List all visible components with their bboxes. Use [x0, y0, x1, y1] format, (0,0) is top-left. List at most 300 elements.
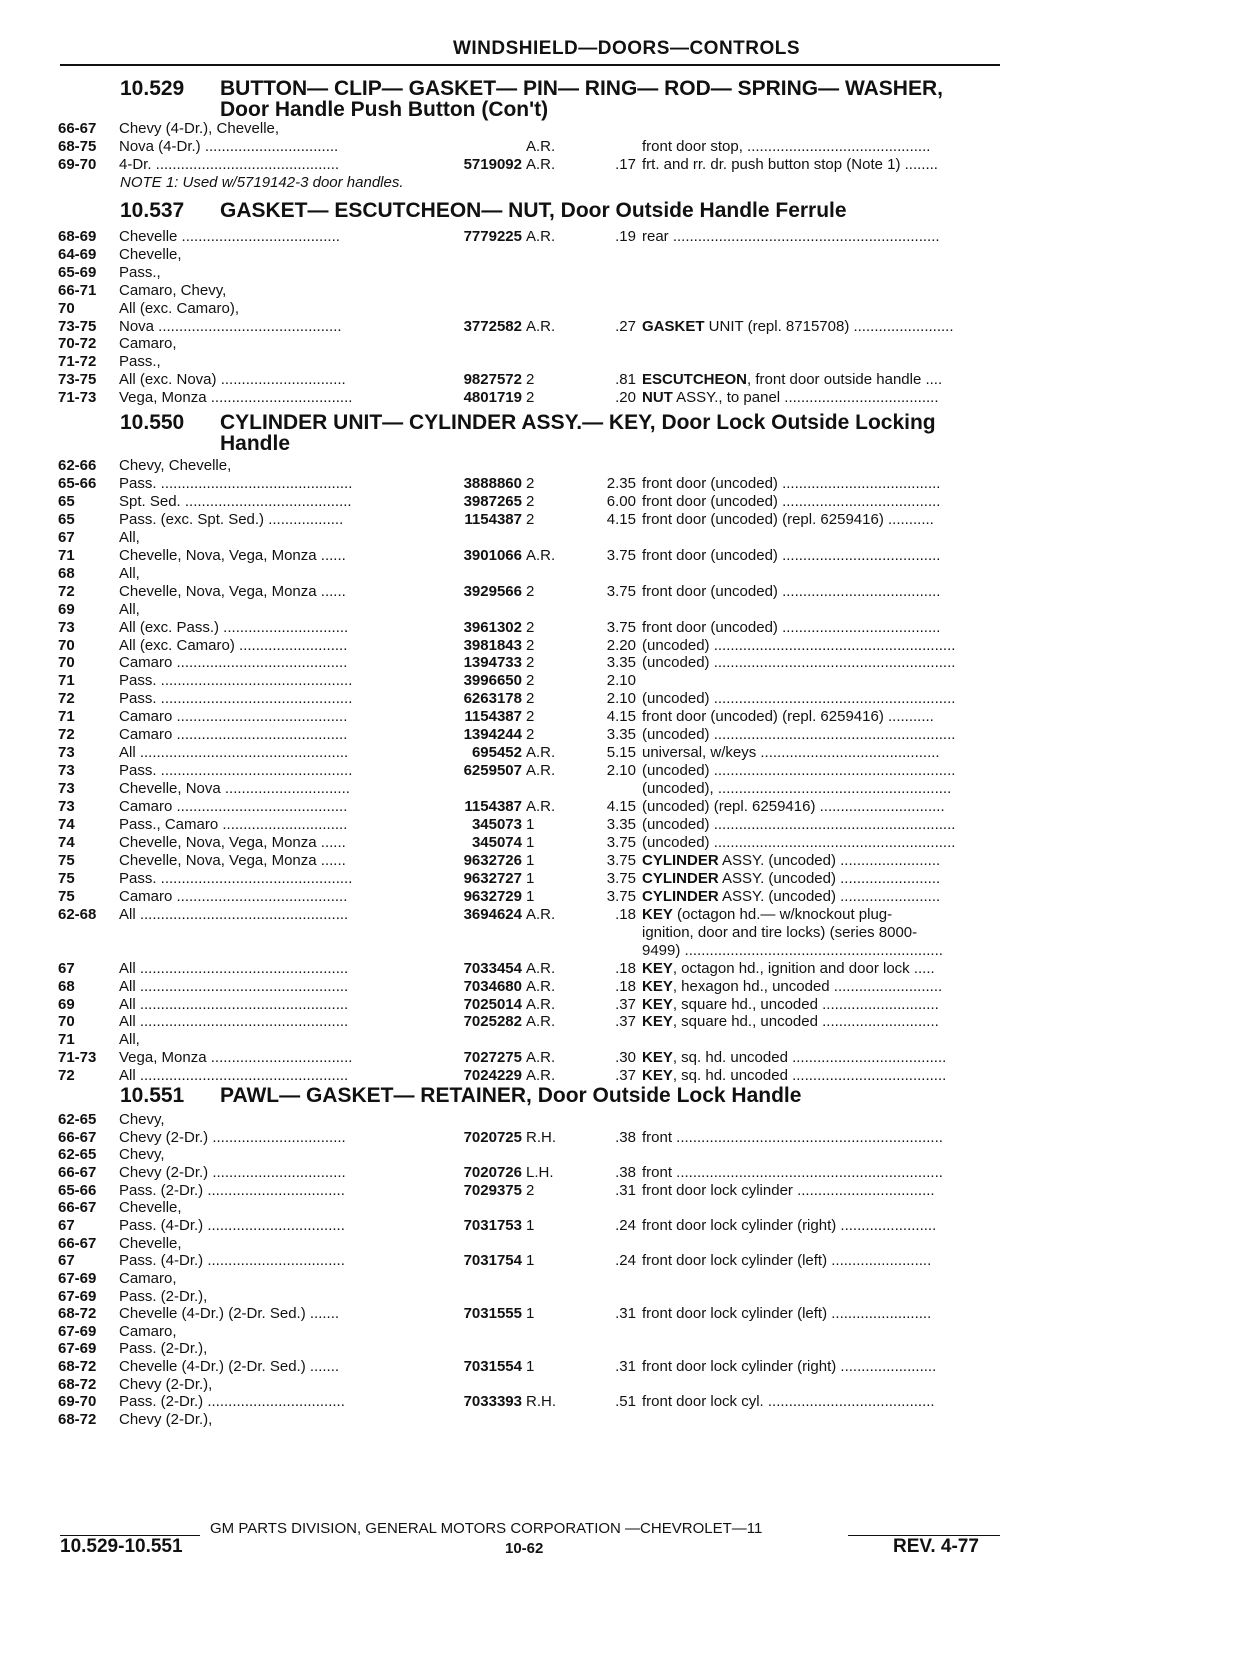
table-row: [58, 619, 1008, 637]
item-description: NUT ASSY., to panel .....................................: [642, 389, 939, 407]
item-description: front door (uncoded) (repl. 6259416) ...........: [642, 510, 934, 528]
model-description: Nova ............................................: [119, 317, 342, 335]
table-row: [58, 1376, 1008, 1394]
model-description: Chevy (2-Dr.),: [119, 1375, 213, 1393]
price: .18: [615, 959, 636, 977]
quantity: 1: [526, 816, 535, 833]
year: 70: [58, 1013, 75, 1031]
year: 66-67: [58, 1199, 97, 1217]
item-description: front door lock cylinder (left) ........................: [642, 1305, 932, 1323]
year: 70: [58, 299, 75, 317]
table-row: [58, 335, 1008, 353]
price: .27: [615, 317, 636, 335]
model-description: Chevelle, Nova ..............................: [119, 780, 350, 798]
model-description: Pass. ..............................................: [119, 672, 353, 690]
price: 4.15: [606, 708, 636, 726]
year: 75: [58, 887, 75, 905]
part-number: 7024229: [463, 1067, 522, 1085]
year: 67-69: [58, 1269, 97, 1287]
model-description: Camaro .........................................: [119, 654, 348, 672]
section-header: [120, 412, 936, 454]
price: .81: [615, 371, 636, 389]
table-row: [58, 744, 1008, 762]
price: 4.15: [606, 798, 636, 816]
item-description: KEY, sq. hd. uncoded .....................................: [642, 1049, 947, 1067]
table-row: [58, 942, 1008, 960]
price: 3.75: [606, 833, 636, 851]
description-keyword: NUT: [642, 389, 673, 407]
table-row: [58, 156, 1008, 174]
quantity: 1: [526, 1216, 535, 1234]
price: 3.75: [606, 887, 636, 905]
price: .37: [615, 995, 636, 1013]
quantity: A.R.: [526, 546, 556, 564]
table-row: [58, 1323, 1008, 1341]
description-keyword: CYLINDER: [642, 887, 719, 905]
section-subtitle: Door Handle Push Button (Con't): [220, 98, 549, 121]
section-number: 10.550: [120, 411, 185, 434]
table-row: [58, 1305, 1008, 1323]
item-description: ESCUTCHEON, front door outside handle ....: [642, 371, 943, 389]
model-description: All,: [119, 528, 140, 546]
part-number: 5719092: [463, 156, 522, 173]
table-row: [58, 601, 1008, 619]
model-description: Vega, Monza ..................................: [119, 1049, 353, 1067]
year: 67: [58, 528, 75, 546]
quantity: A.R.: [526, 744, 556, 762]
item-description: front ................................................................: [642, 1128, 943, 1146]
table-row: [58, 780, 1008, 798]
year: 75: [58, 851, 75, 869]
year: 68-72: [58, 1375, 97, 1393]
part-number: 345073: [471, 816, 522, 833]
model-description: Chevy (4-Dr.), Chevelle,: [119, 120, 280, 137]
part-number: 9632727: [463, 869, 522, 887]
description-keyword: KEY: [642, 1067, 673, 1085]
model-description: All,: [119, 1031, 140, 1049]
footer-publisher: GM PARTS DIVISION, GENERAL MOTORS CORPORATION —CHEVROLET—11: [210, 1520, 763, 1537]
item-description: CYLINDER ASSY. (uncoded) ........................: [642, 869, 941, 887]
part-number: 7031555: [463, 1305, 522, 1323]
model-description: All ..................................................: [119, 744, 349, 762]
table-row: [58, 1129, 1008, 1147]
year: 67: [58, 1252, 75, 1270]
item-description: (uncoded) ..........................................................: [642, 833, 956, 851]
model-description: All,: [119, 600, 140, 618]
model-description: All,: [119, 564, 140, 582]
table-row: [58, 1013, 1008, 1031]
price: .19: [615, 228, 636, 245]
description-keyword: KEY: [642, 1013, 673, 1031]
year: 62-65: [58, 1111, 97, 1128]
model-description: All ..................................................: [119, 1013, 349, 1031]
item-description: KEY, hexagon hd., uncoded ..........................: [642, 977, 943, 995]
year: 62-66: [58, 457, 97, 474]
year: 64-69: [58, 245, 97, 263]
quantity: 1: [526, 833, 535, 851]
price: 3.75: [606, 851, 636, 869]
part-number: 3694624: [463, 905, 522, 923]
description-keyword: CYLINDER: [642, 869, 719, 887]
price: .31: [615, 1181, 636, 1199]
year: 62-65: [58, 1146, 97, 1164]
year: 69: [58, 600, 75, 618]
item-description: front door (uncoded) ......................................: [642, 618, 941, 636]
quantity: 2: [526, 654, 535, 672]
model-description: Pass. (4-Dr.) .................................: [119, 1252, 345, 1270]
item-description: KEY, square hd., uncoded ............................: [642, 1013, 939, 1031]
year: 72: [58, 582, 75, 600]
item-description: (uncoded) ..........................................................: [642, 726, 956, 744]
table-row: [58, 1111, 1008, 1129]
part-number: 7025282: [463, 1013, 522, 1031]
table-row: [58, 816, 1008, 834]
price: .18: [615, 977, 636, 995]
quantity: A.R.: [526, 798, 556, 816]
table-row: [58, 353, 1008, 371]
table-row: [58, 583, 1008, 601]
model-description: Chevy (2-Dr.) ................................: [119, 1163, 346, 1181]
part-number: 7031554: [463, 1358, 522, 1376]
model-description: Pass., Camaro ..............................: [119, 816, 348, 833]
year: 74: [58, 816, 75, 833]
model-description: Camaro, Chevy,: [119, 281, 227, 299]
model-description: Nova (4-Dr.) ................................: [119, 138, 339, 155]
year: 73: [58, 618, 75, 636]
year: 62-68: [58, 905, 97, 923]
table-row: [58, 1288, 1008, 1306]
model-description: Pass. (2-Dr.),: [119, 1340, 208, 1358]
table-row: [58, 1049, 1008, 1067]
year: 73: [58, 798, 75, 816]
year: 65-66: [58, 474, 97, 492]
table-row: [58, 264, 1008, 282]
table-row: [58, 852, 1008, 870]
item-description: KEY, square hd., uncoded ............................: [642, 995, 939, 1013]
quantity: A.R.: [526, 1013, 556, 1031]
year: 67-69: [58, 1340, 97, 1358]
section-number: 10.529: [120, 77, 185, 100]
part-number: 3888860: [463, 474, 522, 492]
part-number: 3987265: [463, 492, 522, 510]
item-description: front ................................................................: [642, 1163, 943, 1181]
quantity: 1: [526, 851, 535, 869]
year: 72: [58, 1067, 75, 1085]
model-description: All (exc. Pass.) ..............................: [119, 618, 349, 636]
price: .38: [615, 1163, 636, 1181]
table-row: [58, 960, 1008, 978]
table-row: [58, 318, 1008, 336]
part-number: 9827572: [463, 371, 522, 389]
description-keyword: KEY: [642, 977, 673, 995]
model-description: Chevelle, Nova, Vega, Monza ......: [119, 851, 346, 869]
table-row: [58, 1393, 1008, 1411]
table-row: [58, 996, 1008, 1014]
table-row: [58, 672, 1008, 690]
table-row: [58, 870, 1008, 888]
part-number: 6259507: [463, 762, 522, 780]
table-row: [58, 282, 1008, 300]
part-number: 7034680: [463, 977, 522, 995]
table-row: [58, 1199, 1008, 1217]
year: 66-67: [58, 120, 97, 137]
quantity: R.H.: [526, 1128, 556, 1146]
year: 70: [58, 636, 75, 654]
year: 75: [58, 869, 75, 887]
price: 3.75: [606, 546, 636, 564]
year: 68-72: [58, 1305, 97, 1323]
year: 72: [58, 726, 75, 744]
description-keyword: KEY: [642, 959, 673, 977]
quantity: 2: [526, 708, 535, 726]
year: 73: [58, 744, 75, 762]
price: 3.35: [606, 816, 636, 833]
table-row: [58, 138, 1008, 156]
model-description: Camaro,: [119, 1322, 177, 1340]
table-row: [58, 565, 1008, 583]
item-description: (uncoded) ..........................................................: [642, 816, 956, 833]
year: 71: [58, 546, 75, 564]
table-row: [58, 1252, 1008, 1270]
item-description: front door (uncoded) ......................................: [642, 546, 941, 564]
quantity: A.R.: [526, 138, 556, 155]
year: 71-72: [58, 353, 97, 371]
table-row: [58, 1340, 1008, 1358]
part-number: 3901066: [463, 546, 522, 564]
part-number: 9632729: [463, 887, 522, 905]
quantity: 1: [526, 1358, 535, 1376]
part-number: 1154387: [464, 510, 522, 528]
price: .24: [615, 1216, 636, 1234]
year: 68-72: [58, 1411, 97, 1429]
price: .30: [615, 1049, 636, 1067]
table-row: [58, 371, 1008, 389]
table-row: [58, 834, 1008, 852]
part-number: 4801719: [463, 389, 522, 407]
model-description: Chevy,: [119, 1146, 165, 1164]
model-description: Pass. (2-Dr.) .................................: [119, 1393, 345, 1411]
item-description: front door lock cylinder (right) .......................: [642, 1358, 937, 1376]
footnote: NOTE 1: Used w/5719142-3 door handles.: [120, 174, 404, 191]
model-description: Pass. ..............................................: [119, 690, 353, 708]
table-row: [58, 457, 1008, 475]
model-description: Camaro,: [119, 335, 177, 353]
model-description: Pass.,: [119, 353, 161, 371]
item-description: front door lock cylinder (left) ........................: [642, 1252, 932, 1270]
table-row: [58, 1031, 1008, 1049]
quantity: A.R.: [526, 228, 556, 245]
part-number: 7025014: [463, 995, 522, 1013]
quantity: 2: [526, 582, 535, 600]
quantity: 2: [526, 690, 535, 708]
page-number: 10-62: [505, 1540, 544, 1557]
part-number: 7020725: [463, 1128, 522, 1146]
table-row: [58, 475, 1008, 493]
year: 68-69: [58, 228, 97, 245]
price: 2.35: [606, 474, 636, 492]
quantity: R.H.: [526, 1393, 556, 1411]
table-row: [58, 726, 1008, 744]
part-number: 7779225: [463, 228, 522, 245]
item-description: front door lock cylinder (right) .......................: [642, 1216, 937, 1234]
quantity: 1: [526, 1305, 535, 1323]
description-keyword: KEY: [642, 1049, 673, 1067]
table-row: [58, 1146, 1008, 1164]
model-description: Camaro .........................................: [119, 887, 348, 905]
model-description: Chevy,: [119, 1111, 165, 1128]
quantity: A.R.: [526, 317, 556, 335]
price: .37: [615, 1013, 636, 1031]
model-description: Camaro .........................................: [119, 798, 348, 816]
year: 68-72: [58, 1358, 97, 1376]
model-description: Chevelle, Nova, Vega, Monza ......: [119, 833, 346, 851]
model-description: Pass. (2-Dr.),: [119, 1287, 208, 1305]
price: 2.20: [606, 636, 636, 654]
year: 70: [58, 654, 75, 672]
description-keyword: CYLINDER: [642, 851, 719, 869]
section-title: GASKET— ESCUTCHEON— NUT, Door Outside Handle Ferrule: [220, 199, 847, 222]
price: 3.75: [606, 618, 636, 636]
year: 67-69: [58, 1287, 97, 1305]
footer-section-range: 10.529-10.551: [60, 1536, 183, 1557]
price: 3.35: [606, 726, 636, 744]
year: 68: [58, 977, 75, 995]
year: 65-66: [58, 1181, 97, 1199]
year: 66-67: [58, 1163, 97, 1181]
item-description: rear ................................................................: [642, 228, 940, 245]
year: 73: [58, 762, 75, 780]
section-title: CYLINDER UNIT— CYLINDER ASSY.— KEY, Door Lock Outside Locking: [220, 411, 936, 434]
quantity: A.R.: [526, 1049, 556, 1067]
section-number: 10.537: [120, 199, 185, 222]
price: 2.10: [606, 672, 636, 690]
model-description: Chevelle,: [119, 1234, 182, 1252]
item-description: front door stop, ............................................: [642, 138, 931, 155]
year: 73-75: [58, 371, 97, 389]
table-row: [58, 389, 1008, 407]
price: 4.15: [606, 510, 636, 528]
table-row: [58, 690, 1008, 708]
model-description: All (exc. Camaro) ..........................: [119, 636, 348, 654]
table-row: [58, 1411, 1008, 1429]
year: 73: [58, 780, 75, 798]
item-description: front door lock cyl. ........................................: [642, 1393, 935, 1411]
model-description: Chevelle,: [119, 1199, 182, 1217]
price: .31: [615, 1358, 636, 1376]
part-number: 7020726: [463, 1163, 522, 1181]
part-number: 345074: [471, 833, 522, 851]
year: 66-67: [58, 1234, 97, 1252]
item-description: (uncoded) ..........................................................: [642, 654, 956, 672]
model-description: Chevy, Chevelle,: [119, 457, 232, 474]
section-title: BUTTON— CLIP— GASKET— PIN— RING— ROD— SPRING— WASHER,: [220, 77, 943, 100]
table-row: [58, 762, 1008, 780]
model-description: All ..................................................: [119, 905, 349, 923]
table-row: [58, 637, 1008, 655]
year: 71: [58, 672, 75, 690]
table-row: [58, 547, 1008, 565]
price: .51: [615, 1393, 636, 1411]
table-row: [58, 1235, 1008, 1253]
model-description: Chevelle,: [119, 245, 182, 263]
quantity: A.R.: [526, 959, 556, 977]
part-number: 3961302: [463, 618, 522, 636]
item-description: frt. and rr. dr. push button stop (Note 1) ........: [642, 156, 938, 173]
quantity: A.R.: [526, 905, 556, 923]
year: 68: [58, 564, 75, 582]
year: 74: [58, 833, 75, 851]
item-description: (uncoded) (repl. 6259416) ..............................: [642, 798, 945, 816]
part-number: 3996650: [463, 672, 522, 690]
year: 71-73: [58, 389, 97, 407]
model-description: Chevelle ......................................: [119, 228, 340, 245]
item-description: front door lock cylinder .................................: [642, 1181, 935, 1199]
model-description: All ..................................................: [119, 977, 349, 995]
model-description: 4-Dr. ............................................: [119, 156, 340, 173]
price: 2.10: [606, 762, 636, 780]
item-description: KEY, octagon hd., ignition and door lock .....: [642, 959, 935, 977]
model-description: Chevelle (4-Dr.) (2-Dr. Sed.) .......: [119, 1358, 340, 1376]
model-description: All (exc. Camaro),: [119, 299, 240, 317]
part-number: 1394733: [463, 654, 522, 672]
year: 71-73: [58, 1049, 97, 1067]
quantity: 2: [526, 1181, 535, 1199]
table-row: [58, 1067, 1008, 1085]
quantity: 2: [526, 672, 535, 690]
model-description: Spt. Sed. ........................................: [119, 492, 352, 510]
item-description: CYLINDER ASSY. (uncoded) ........................: [642, 887, 941, 905]
table-row: [58, 654, 1008, 672]
quantity: 1: [526, 869, 535, 887]
price: .17: [615, 156, 636, 173]
item-description: ignition, door and tire locks) (series 8000-: [642, 923, 918, 941]
year: 67: [58, 959, 75, 977]
part-number: 3981843: [463, 636, 522, 654]
part-number: 1394244: [463, 726, 522, 744]
model-description: Pass. (exc. Spt. Sed.) ..................: [119, 510, 344, 528]
year: 69-70: [58, 1393, 97, 1411]
part-number: 3929566: [463, 582, 522, 600]
price: 5.15: [606, 744, 636, 762]
model-description: Vega, Monza ..................................: [119, 389, 353, 407]
part-number: 1154387: [464, 708, 522, 726]
section-header: [120, 200, 847, 221]
model-description: All ..................................................: [119, 1067, 349, 1085]
model-description: Chevy (2-Dr.) ................................: [119, 1128, 346, 1146]
item-description: front door (uncoded) ......................................: [642, 474, 941, 492]
description-keyword: ESCUTCHEON: [642, 371, 748, 389]
part-number: 3772582: [463, 317, 522, 335]
quantity: 2: [526, 726, 535, 744]
description-keyword: GASKET: [642, 317, 705, 335]
item-description: front door (uncoded) (repl. 6259416) ...........: [642, 708, 934, 726]
price: .18: [615, 905, 636, 923]
revision-date: REV. 4-77: [893, 1536, 979, 1557]
part-number: 7031753: [463, 1216, 522, 1234]
table-row: [58, 1164, 1008, 1182]
quantity: A.R.: [526, 1067, 556, 1085]
model-description: Camaro .........................................: [119, 708, 348, 726]
model-description: Camaro,: [119, 1269, 177, 1287]
part-number: 695452: [471, 744, 522, 762]
part-number: 1154387: [464, 798, 522, 816]
price: 3.35: [606, 654, 636, 672]
table-row: [58, 978, 1008, 996]
title-rule: [60, 64, 1000, 66]
quantity: 2: [526, 389, 535, 407]
year: 65-69: [58, 263, 97, 281]
quantity: 2: [526, 636, 535, 654]
